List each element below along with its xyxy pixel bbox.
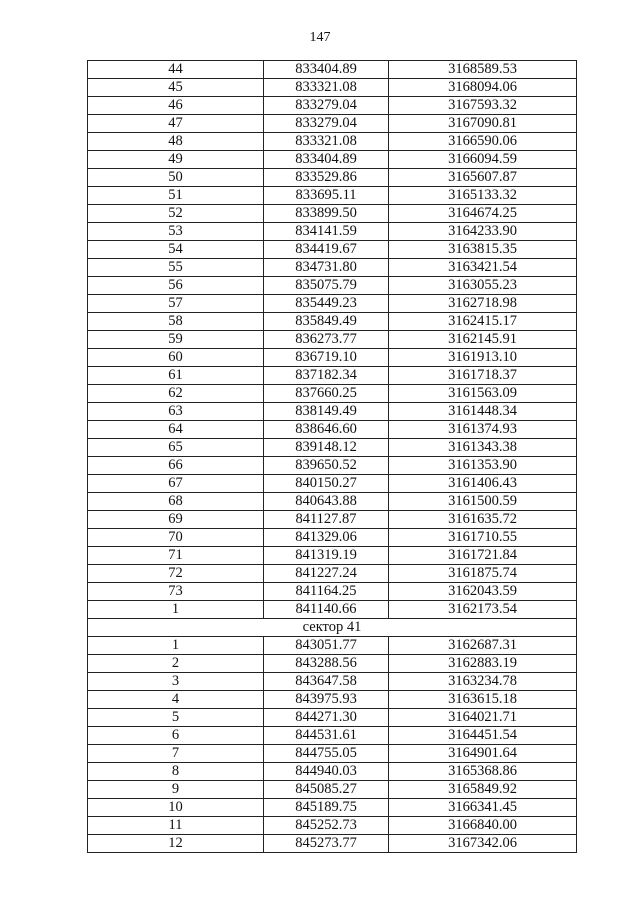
x-coordinate-cell: 843051.77 (264, 637, 389, 655)
point-number-cell: 61 (88, 367, 264, 385)
y-coordinate-cell: 3161353.90 (389, 457, 577, 475)
x-coordinate-cell: 841227.24 (264, 565, 389, 583)
table-row (88, 349, 577, 367)
point-number-cell: 9 (88, 781, 264, 799)
x-coordinate-cell: 833404.89 (264, 151, 389, 169)
x-coordinate-cell: 841164.25 (264, 583, 389, 601)
table-row (88, 133, 577, 151)
y-coordinate-cell: 3163421.54 (389, 259, 577, 277)
y-coordinate-cell: 3162043.59 (389, 583, 577, 601)
x-coordinate-cell: 843975.93 (264, 691, 389, 709)
x-coordinate-cell: 840643.88 (264, 493, 389, 511)
table-row (88, 187, 577, 205)
y-coordinate-cell: 3161635.72 (389, 511, 577, 529)
x-coordinate-cell: 837660.25 (264, 385, 389, 403)
x-coordinate-cell: 839650.52 (264, 457, 389, 475)
x-coordinate-cell: 844940.03 (264, 763, 389, 781)
x-coordinate-cell: 835849.49 (264, 313, 389, 331)
y-coordinate-cell: 3161500.59 (389, 493, 577, 511)
table-row (88, 637, 577, 655)
table-row (88, 511, 577, 529)
y-coordinate-cell: 3161406.43 (389, 475, 577, 493)
y-coordinate-cell: 3161563.09 (389, 385, 577, 403)
table-row (88, 241, 577, 259)
y-coordinate-cell: 3165133.32 (389, 187, 577, 205)
x-coordinate-cell: 844531.61 (264, 727, 389, 745)
table-row (88, 655, 577, 673)
x-coordinate-cell: 845252.73 (264, 817, 389, 835)
point-number-cell: 5 (88, 709, 264, 727)
table-row (88, 367, 577, 385)
sector-label: сектор 41 (88, 619, 577, 637)
point-number-cell: 3 (88, 673, 264, 691)
table-row (88, 709, 577, 727)
y-coordinate-cell: 3161718.37 (389, 367, 577, 385)
point-number-cell: 56 (88, 277, 264, 295)
table-row (88, 727, 577, 745)
y-coordinate-cell: 3168094.06 (389, 79, 577, 97)
point-number-cell: 57 (88, 295, 264, 313)
y-coordinate-cell: 3161721.84 (389, 547, 577, 565)
x-coordinate-cell: 845085.27 (264, 781, 389, 799)
y-coordinate-cell: 3162173.54 (389, 601, 577, 619)
point-number-cell: 49 (88, 151, 264, 169)
point-number-cell: 54 (88, 241, 264, 259)
table-row (88, 601, 577, 619)
table-row (88, 295, 577, 313)
x-coordinate-cell: 834419.67 (264, 241, 389, 259)
x-coordinate-cell: 845273.77 (264, 835, 389, 853)
y-coordinate-cell: 3164674.25 (389, 205, 577, 223)
x-coordinate-cell: 836273.77 (264, 331, 389, 349)
table-row (88, 331, 577, 349)
x-coordinate-cell: 833529.86 (264, 169, 389, 187)
y-coordinate-cell: 3161343.38 (389, 439, 577, 457)
point-number-cell: 4 (88, 691, 264, 709)
point-number-cell: 62 (88, 385, 264, 403)
point-number-cell: 45 (88, 79, 264, 97)
point-number-cell: 47 (88, 115, 264, 133)
point-number-cell: 7 (88, 745, 264, 763)
point-number-cell: 59 (88, 331, 264, 349)
x-coordinate-cell: 838646.60 (264, 421, 389, 439)
y-coordinate-cell: 3164021.71 (389, 709, 577, 727)
table-row (88, 439, 577, 457)
table-row (88, 421, 577, 439)
table-row (88, 169, 577, 187)
x-coordinate-cell: 836719.10 (264, 349, 389, 367)
point-number-cell: 72 (88, 565, 264, 583)
x-coordinate-cell: 833321.08 (264, 133, 389, 151)
y-coordinate-cell: 3163815.35 (389, 241, 577, 259)
point-number-cell: 73 (88, 583, 264, 601)
y-coordinate-cell: 3165849.92 (389, 781, 577, 799)
y-coordinate-cell: 3164451.54 (389, 727, 577, 745)
table-row (88, 61, 577, 79)
point-number-cell: 44 (88, 61, 264, 79)
y-coordinate-cell: 3162415.17 (389, 313, 577, 331)
y-coordinate-cell: 3165607.87 (389, 169, 577, 187)
point-number-cell: 65 (88, 439, 264, 457)
point-number-cell: 2 (88, 655, 264, 673)
x-coordinate-cell: 833899.50 (264, 205, 389, 223)
y-coordinate-cell: 3167342.06 (389, 835, 577, 853)
x-coordinate-cell: 840150.27 (264, 475, 389, 493)
point-number-cell: 1 (88, 637, 264, 655)
point-number-cell: 67 (88, 475, 264, 493)
table-row (88, 313, 577, 331)
point-number-cell: 52 (88, 205, 264, 223)
table-row (88, 277, 577, 295)
y-coordinate-cell: 3161875.74 (389, 565, 577, 583)
coordinates-table (87, 60, 577, 853)
table-row (88, 259, 577, 277)
x-coordinate-cell: 843647.58 (264, 673, 389, 691)
x-coordinate-cell: 834731.80 (264, 259, 389, 277)
y-coordinate-cell: 3161374.93 (389, 421, 577, 439)
y-coordinate-cell: 3163615.18 (389, 691, 577, 709)
point-number-cell: 58 (88, 313, 264, 331)
point-number-cell: 12 (88, 835, 264, 853)
table-row (88, 817, 577, 835)
y-coordinate-cell: 3166094.59 (389, 151, 577, 169)
point-number-cell: 8 (88, 763, 264, 781)
table-row (88, 565, 577, 583)
point-number-cell: 11 (88, 817, 264, 835)
y-coordinate-cell: 3166590.06 (389, 133, 577, 151)
table-row (88, 529, 577, 547)
page-number: 147 (309, 30, 331, 45)
x-coordinate-cell: 833279.04 (264, 97, 389, 115)
y-coordinate-cell: 3161448.34 (389, 403, 577, 421)
y-coordinate-cell: 3168589.53 (389, 61, 577, 79)
point-number-cell: 51 (88, 187, 264, 205)
point-number-cell: 48 (88, 133, 264, 151)
x-coordinate-cell: 834141.59 (264, 223, 389, 241)
table-row (88, 781, 577, 799)
table-row (88, 835, 577, 853)
table-row (88, 403, 577, 421)
y-coordinate-cell: 3162718.98 (389, 295, 577, 313)
y-coordinate-cell: 3162883.19 (389, 655, 577, 673)
x-coordinate-cell: 833404.89 (264, 61, 389, 79)
y-coordinate-cell: 3161710.55 (389, 529, 577, 547)
y-coordinate-cell: 3167090.81 (389, 115, 577, 133)
table-row (88, 673, 577, 691)
point-number-cell: 53 (88, 223, 264, 241)
point-number-cell: 70 (88, 529, 264, 547)
x-coordinate-cell: 841329.06 (264, 529, 389, 547)
point-number-cell: 60 (88, 349, 264, 367)
point-number-cell: 66 (88, 457, 264, 475)
point-number-cell: 71 (88, 547, 264, 565)
table-row (88, 223, 577, 241)
x-coordinate-cell: 833279.04 (264, 115, 389, 133)
point-number-cell: 50 (88, 169, 264, 187)
table-row (88, 385, 577, 403)
x-coordinate-cell: 841319.19 (264, 547, 389, 565)
x-coordinate-cell: 833321.08 (264, 79, 389, 97)
table-row (88, 493, 577, 511)
point-number-cell: 46 (88, 97, 264, 115)
sector-header-row (88, 619, 577, 637)
point-number-cell: 68 (88, 493, 264, 511)
x-coordinate-cell: 838149.49 (264, 403, 389, 421)
point-number-cell: 10 (88, 799, 264, 817)
y-coordinate-cell: 3164901.64 (389, 745, 577, 763)
coordinates-table-body (88, 61, 577, 853)
table-row (88, 547, 577, 565)
y-coordinate-cell: 3164233.90 (389, 223, 577, 241)
y-coordinate-cell: 3163055.23 (389, 277, 577, 295)
y-coordinate-cell: 3162687.31 (389, 637, 577, 655)
x-coordinate-cell: 835449.23 (264, 295, 389, 313)
x-coordinate-cell: 844755.05 (264, 745, 389, 763)
point-number-cell: 6 (88, 727, 264, 745)
x-coordinate-cell: 841140.66 (264, 601, 389, 619)
x-coordinate-cell: 835075.79 (264, 277, 389, 295)
x-coordinate-cell: 839148.12 (264, 439, 389, 457)
x-coordinate-cell: 843288.56 (264, 655, 389, 673)
table-row (88, 691, 577, 709)
table-row (88, 799, 577, 817)
y-coordinate-cell: 3162145.91 (389, 331, 577, 349)
x-coordinate-cell: 841127.87 (264, 511, 389, 529)
x-coordinate-cell: 837182.34 (264, 367, 389, 385)
point-number-cell: 63 (88, 403, 264, 421)
point-number-cell: 55 (88, 259, 264, 277)
y-coordinate-cell: 3167593.32 (389, 97, 577, 115)
y-coordinate-cell: 3163234.78 (389, 673, 577, 691)
table-row (88, 115, 577, 133)
table-row (88, 763, 577, 781)
point-number-cell: 1 (88, 601, 264, 619)
table-row (88, 79, 577, 97)
x-coordinate-cell: 833695.11 (264, 187, 389, 205)
y-coordinate-cell: 3165368.86 (389, 763, 577, 781)
x-coordinate-cell: 845189.75 (264, 799, 389, 817)
y-coordinate-cell: 3161913.10 (389, 349, 577, 367)
table-row (88, 475, 577, 493)
point-number-cell: 64 (88, 421, 264, 439)
point-number-cell: 69 (88, 511, 264, 529)
y-coordinate-cell: 3166341.45 (389, 799, 577, 817)
x-coordinate-cell: 844271.30 (264, 709, 389, 727)
y-coordinate-cell: 3166840.00 (389, 817, 577, 835)
table-row (88, 205, 577, 223)
table-row (88, 457, 577, 475)
table-row (88, 97, 577, 115)
table-row (88, 583, 577, 601)
table-row (88, 151, 577, 169)
table-row (88, 745, 577, 763)
